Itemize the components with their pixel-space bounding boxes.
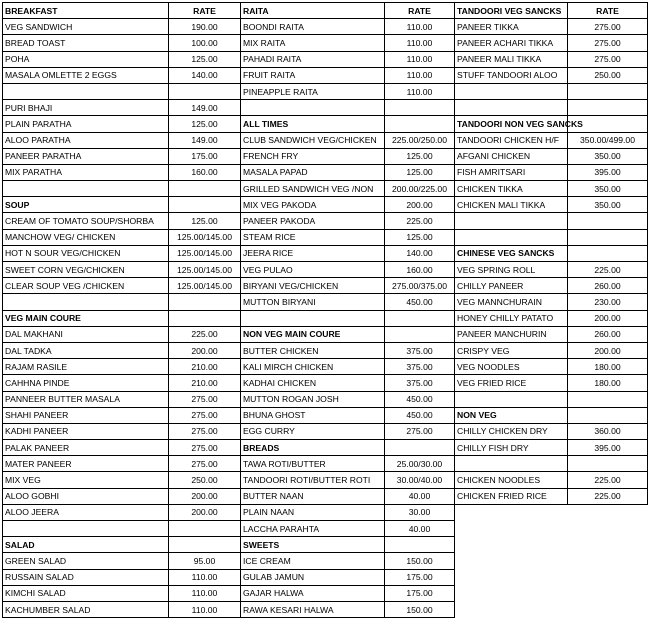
menu-item-name: SWEET CORN VEG/CHICKEN	[3, 262, 169, 278]
menu-row	[3, 197, 648, 213]
menu-item-name: MIX RAITA	[241, 35, 385, 51]
menu-item-name: BUTTER NAAN	[241, 488, 385, 504]
menu-row	[3, 19, 648, 35]
menu-item-rate: 375.00	[385, 342, 455, 358]
menu-item-name: CHICKEN TIKKA	[455, 181, 568, 197]
menu-item-name: FRENCH FRY	[241, 148, 385, 164]
menu-item-rate: 275.00	[169, 423, 241, 439]
menu-row	[3, 67, 648, 83]
menu-row	[3, 245, 648, 261]
menu-item-rate: 125.00/145.00	[169, 278, 241, 294]
menu-item-name: MUTTON BIRYANI	[241, 294, 385, 310]
menu-item-name: MIX VEG	[3, 472, 169, 488]
menu-item-rate: 110.00	[385, 83, 455, 99]
menu-item-name: DAL MAKHANI	[3, 326, 169, 342]
menu-item-name: PANEER ACHARI TIKKA	[455, 35, 568, 51]
menu-item-name: RAJAM RASILE	[3, 359, 169, 375]
menu-item-rate	[385, 326, 455, 342]
menu-item-rate: 250.00	[568, 67, 648, 83]
menu-item-rate	[169, 181, 241, 197]
menu-item-rate: 225.00	[568, 488, 648, 504]
menu-item-name: VEG NOODLES	[455, 359, 568, 375]
menu-item-name: SALAD	[3, 537, 169, 553]
menu-item-rate: 30.00/40.00	[385, 472, 455, 488]
menu-item-name: PURI BHAJI	[3, 100, 169, 116]
menu-row	[3, 100, 648, 116]
menu-item-rate: 180.00	[568, 359, 648, 375]
menu-item-name: BUTTER CHICKEN	[241, 342, 385, 358]
menu-item-name: BOONDI RAITA	[241, 19, 385, 35]
menu-item-rate: 125.00	[169, 116, 241, 132]
menu-item-rate: RATE	[568, 3, 648, 19]
menu-item-rate	[385, 440, 455, 456]
menu-item-name	[3, 521, 169, 537]
menu-row	[3, 132, 648, 148]
menu-item-rate: 275.00	[568, 35, 648, 51]
menu-item-rate	[568, 229, 648, 245]
menu-row	[3, 375, 648, 391]
menu-item-rate: 100.00	[169, 35, 241, 51]
menu-item-name: KADHAI CHICKEN	[241, 375, 385, 391]
menu-item-name	[3, 181, 169, 197]
menu-item-name: VEG SANDWICH	[3, 19, 169, 35]
menu-row	[3, 278, 648, 294]
menu-item-rate: 125.00	[169, 213, 241, 229]
menu-item-name: BHUNA GHOST	[241, 407, 385, 423]
menu-item-rate: 200.00	[568, 342, 648, 358]
menu-row	[3, 51, 648, 67]
menu-item-rate: 140.00	[385, 245, 455, 261]
menu-item-name: VEG SPRING ROLL	[455, 262, 568, 278]
menu-item-name	[3, 83, 169, 99]
menu-item-name: VEG MANNCHURAIN	[455, 294, 568, 310]
menu-item-name: POHA	[3, 51, 169, 67]
menu-item-name: CHILLY PANEER	[455, 278, 568, 294]
menu-item-name: BREAD TOAST	[3, 35, 169, 51]
menu-item-name: CHILLY CHICKEN DRY	[455, 423, 568, 439]
menu-item-rate	[169, 537, 241, 553]
menu-item-rate: 125.00/145.00	[169, 229, 241, 245]
menu-item-rate: 200.00/225.00	[385, 181, 455, 197]
menu-item-name: BREADS	[241, 440, 385, 456]
menu-item-name: MASALA PAPAD	[241, 164, 385, 180]
menu-item-name: FISH AMRITSARI	[455, 164, 568, 180]
menu-item-name: PANEER MALI TIKKA	[455, 51, 568, 67]
menu-row	[3, 262, 648, 278]
menu-row	[3, 553, 648, 569]
menu-item-name: TANDOORI VEG SANCKS	[455, 3, 568, 19]
menu-item-rate: 450.00	[385, 391, 455, 407]
menu-item-name: PALAK PANEER	[3, 440, 169, 456]
menu-item-name: ALOO JEERA	[3, 504, 169, 520]
menu-item-name: MUTTON ROGAN JOSH	[241, 391, 385, 407]
menu-row	[3, 440, 648, 456]
menu-item-rate: 149.00	[169, 100, 241, 116]
menu-item-name: TANDOORI ROTI/BUTTER ROTI	[241, 472, 385, 488]
menu-item-rate: 350.00	[568, 148, 648, 164]
menu-item-rate: 95.00	[169, 553, 241, 569]
menu-item-rate: 450.00	[385, 407, 455, 423]
menu-row	[3, 35, 648, 51]
menu-item-name: JEERA RICE	[241, 245, 385, 261]
menu-item-name: MIX PARATHA	[3, 164, 169, 180]
menu-row	[3, 456, 648, 472]
menu-item-rate	[568, 83, 648, 99]
menu-item-name	[455, 456, 568, 472]
menu-item-rate: 160.00	[385, 262, 455, 278]
menu-item-rate	[568, 391, 648, 407]
menu-item-name: GRILLED SANDWICH VEG /NON	[241, 181, 385, 197]
menu-item-rate: 175.00	[385, 569, 455, 585]
menu-item-rate: 350.00/499.00	[568, 132, 648, 148]
menu-item-rate: 175.00	[169, 148, 241, 164]
menu-row	[3, 229, 648, 245]
menu-item-rate	[568, 213, 648, 229]
menu-item-rate: 160.00	[169, 164, 241, 180]
menu-item-name: GAJAR HALWA	[241, 585, 385, 601]
menu-item-rate: RATE	[385, 3, 455, 19]
menu-item-name: CHICKEN NOODLES	[455, 472, 568, 488]
menu-item-name: MANCHOW VEG/ CHICKEN	[3, 229, 169, 245]
menu-item-rate: 260.00	[568, 326, 648, 342]
menu-item-rate: 200.00	[385, 197, 455, 213]
menu-item-rate: 190.00	[169, 19, 241, 35]
menu-item-rate: 395.00	[568, 164, 648, 180]
menu-item-name: PINEAPPLE RAITA	[241, 83, 385, 99]
menu-item-rate: 250.00	[169, 472, 241, 488]
menu-item-rate: RATE	[169, 3, 241, 19]
menu-row	[3, 537, 648, 553]
menu-item-rate: 150.00	[385, 553, 455, 569]
menu-item-rate: 260.00	[568, 278, 648, 294]
menu-item-rate: 225.00/250.00	[385, 132, 455, 148]
menu-item-name: PANEER PARATHA	[3, 148, 169, 164]
menu-item-rate: 40.00	[385, 521, 455, 537]
menu-item-rate: 125.00	[385, 229, 455, 245]
menu-item-rate: 110.00	[169, 601, 241, 617]
menu-item-name: VEG FRIED RICE	[455, 375, 568, 391]
menu-item-name: GREEN SALAD	[3, 553, 169, 569]
menu-item-name: VEG PULAO	[241, 262, 385, 278]
menu-item-rate: 149.00	[169, 132, 241, 148]
menu-item-name: BIRYANI VEG/CHICKEN	[241, 278, 385, 294]
menu-item-rate: 225.00	[169, 326, 241, 342]
menu-row	[3, 472, 648, 488]
menu-item-rate: 200.00	[169, 342, 241, 358]
menu-row	[3, 407, 648, 423]
menu-row	[3, 164, 648, 180]
menu-item-name: RAITA	[241, 3, 385, 19]
menu-item-rate: 360.00	[568, 423, 648, 439]
menu-item-rate: 110.00	[385, 51, 455, 67]
menu-item-rate: 350.00	[568, 181, 648, 197]
menu-item-rate: 225.00	[568, 472, 648, 488]
menu-item-rate: 275.00	[568, 51, 648, 67]
menu-row	[3, 213, 648, 229]
menu-item-name: FRUIT RAITA	[241, 67, 385, 83]
menu-item-rate	[169, 310, 241, 326]
menu-item-rate: 200.00	[568, 310, 648, 326]
menu-item-rate: 40.00	[385, 488, 455, 504]
menu-item-rate: 225.00	[568, 262, 648, 278]
menu-item-rate	[568, 100, 648, 116]
menu-item-name: PANEER PAKODA	[241, 213, 385, 229]
menu-item-name	[455, 83, 568, 99]
menu-item-rate: 275.00	[169, 456, 241, 472]
menu-item-name: HONEY CHILLY PATATO	[455, 310, 568, 326]
menu-item-name: RUSSAIN SALAD	[3, 569, 169, 585]
menu-item-rate	[169, 521, 241, 537]
menu-item-rate: 275.00	[169, 440, 241, 456]
menu-item-name: ALOO PARATHA	[3, 132, 169, 148]
menu-row	[3, 423, 648, 439]
menu-item-name: KIMCHI SALAD	[3, 585, 169, 601]
menu-item-name: SHAHI PANEER	[3, 407, 169, 423]
menu-item-rate	[169, 83, 241, 99]
menu-item-name	[455, 213, 568, 229]
menu-row	[3, 294, 648, 310]
menu-row	[3, 601, 648, 617]
menu-body	[3, 3, 648, 618]
menu-row	[3, 326, 648, 342]
menu-item-rate: 125.00	[385, 148, 455, 164]
menu-item-name	[241, 310, 385, 326]
menu-row	[3, 116, 648, 132]
menu-item-name	[455, 391, 568, 407]
menu-item-name: PANEER MANCHURIN	[455, 326, 568, 342]
menu-row	[3, 521, 648, 537]
menu-item-rate: 110.00	[385, 35, 455, 51]
menu-item-rate: 275.00/375.00	[385, 278, 455, 294]
menu-item-name: ALL TIMES	[241, 116, 385, 132]
menu-item-name: AFGANI CHICKEN	[455, 148, 568, 164]
menu-item-name: EGG CURRY	[241, 423, 385, 439]
menu-item-rate: 125.00	[169, 51, 241, 67]
menu-item-rate: 125.00/145.00	[169, 262, 241, 278]
menu-item-name	[455, 229, 568, 245]
menu-item-name: CHICKEN FRIED RICE	[455, 488, 568, 504]
menu-item-rate: 200.00	[169, 504, 241, 520]
menu-item-rate: 110.00	[169, 569, 241, 585]
menu-item-name: RAWA KESARI HALWA	[241, 601, 385, 617]
menu-item-rate: 225.00	[385, 213, 455, 229]
menu-item-name: CHICKEN MALI TIKKA	[455, 197, 568, 213]
menu-item-name: TAWA ROTI/BUTTER	[241, 456, 385, 472]
menu-item-rate: 110.00	[385, 67, 455, 83]
menu-item-name: CLUB SANDWICH VEG/CHICKEN	[241, 132, 385, 148]
menu-item-name: LACCHA PARAHTA	[241, 521, 385, 537]
menu-item-rate: 275.00	[169, 407, 241, 423]
menu-item-name: STUFF TANDOORI ALOO	[455, 67, 568, 83]
menu-item-rate: 275.00	[568, 19, 648, 35]
menu-item-name: NON VEG	[455, 407, 568, 423]
menu-item-name: PLAIN PARATHA	[3, 116, 169, 132]
menu-item-name: STEAM RICE	[241, 229, 385, 245]
menu-item-name: TANDOORI CHICKEN H/F	[455, 132, 568, 148]
menu-item-rate	[568, 456, 648, 472]
menu-item-rate: 275.00	[169, 391, 241, 407]
menu-item-name: CHINESE VEG SANCKS	[455, 245, 568, 261]
menu-item-rate: 110.00	[169, 585, 241, 601]
menu-item-name: MIX VEG PAKODA	[241, 197, 385, 213]
menu-item-name: VEG MAIN COURE	[3, 310, 169, 326]
menu-row	[3, 359, 648, 375]
menu-item-rate: 200.00	[169, 488, 241, 504]
menu-item-name	[241, 100, 385, 116]
menu-item-rate: 210.00	[169, 359, 241, 375]
menu-item-rate: 450.00	[385, 294, 455, 310]
menu-item-name: CHILLY FISH DRY	[455, 440, 568, 456]
menu-item-name: DAL TADKA	[3, 342, 169, 358]
menu-item-name: KALI MIRCH CHICKEN	[241, 359, 385, 375]
menu-item-name: PANEER TIKKA	[455, 19, 568, 35]
menu-item-rate: 150.00	[385, 601, 455, 617]
menu-item-name: BREAKFAST	[3, 3, 169, 19]
menu-item-rate: 350.00	[568, 197, 648, 213]
menu-item-rate: 375.00	[385, 375, 455, 391]
menu-item-rate: 125.00/145.00	[169, 245, 241, 261]
menu-item-rate: 140.00	[169, 67, 241, 83]
menu-row	[3, 3, 648, 19]
menu-item-rate: 175.00	[385, 585, 455, 601]
menu-item-name	[3, 294, 169, 310]
menu-row	[3, 569, 648, 585]
menu-item-name	[455, 100, 568, 116]
menu-item-rate	[169, 197, 241, 213]
menu-item-name: NON VEG MAIN COURE	[241, 326, 385, 342]
menu-item-name: KACHUMBER SALAD	[3, 601, 169, 617]
menu-row	[3, 391, 648, 407]
menu-item-rate: 180.00	[568, 375, 648, 391]
menu-item-rate: 25.00/30.00	[385, 456, 455, 472]
menu-row	[3, 585, 648, 601]
menu-item-rate	[385, 310, 455, 326]
menu-item-name: CRISPY VEG	[455, 342, 568, 358]
menu-row	[3, 83, 648, 99]
menu-item-name: CREAM OF TOMATO SOUP/SHORBA	[3, 213, 169, 229]
menu-item-name: SWEETS	[241, 537, 385, 553]
menu-row	[3, 310, 648, 326]
menu-item-name: MASALA OMLETTE 2 EGGS	[3, 67, 169, 83]
menu-item-rate	[385, 100, 455, 116]
menu-item-rate: 110.00	[385, 19, 455, 35]
menu-item-rate: 30.00	[385, 504, 455, 520]
menu-item-rate	[568, 245, 648, 261]
menu-item-rate: 125.00	[385, 164, 455, 180]
menu-item-rate	[385, 116, 455, 132]
menu-item-rate	[169, 294, 241, 310]
menu-row	[3, 181, 648, 197]
menu-row	[3, 342, 648, 358]
menu-row	[3, 504, 648, 520]
menu-item-name: PAHADI RAITA	[241, 51, 385, 67]
menu-row	[3, 488, 648, 504]
menu-item-name: SOUP	[3, 197, 169, 213]
menu-item-name: ICE CREAM	[241, 553, 385, 569]
menu-item-rate: 230.00	[568, 294, 648, 310]
menu-item-rate: 395.00	[568, 440, 648, 456]
menu-item-rate	[568, 407, 648, 423]
menu-item-rate: 275.00	[385, 423, 455, 439]
menu-row	[3, 148, 648, 164]
menu-item-name: GULAB JAMUN	[241, 569, 385, 585]
menu-item-name: HOT N SOUR VEG/CHICKEN	[3, 245, 169, 261]
menu-item-rate	[385, 537, 455, 553]
menu-item-name: CAHHNA PINDE	[3, 375, 169, 391]
menu-item-name: TANDOORI NON VEG SANCKS	[455, 116, 568, 132]
menu-item-name: KADHI PANEER	[3, 423, 169, 439]
menu-item-name: PANNEER BUTTER MASALA	[3, 391, 169, 407]
menu-item-name: ALOO GOBHI	[3, 488, 169, 504]
menu-item-name: PLAIN NAAN	[241, 504, 385, 520]
menu-item-name: MATER PANEER	[3, 456, 169, 472]
menu-item-rate: 210.00	[169, 375, 241, 391]
menu-table	[2, 2, 648, 618]
menu-item-rate: 375.00	[385, 359, 455, 375]
menu-item-name: CLEAR SOUP VEG /CHICKEN	[3, 278, 169, 294]
